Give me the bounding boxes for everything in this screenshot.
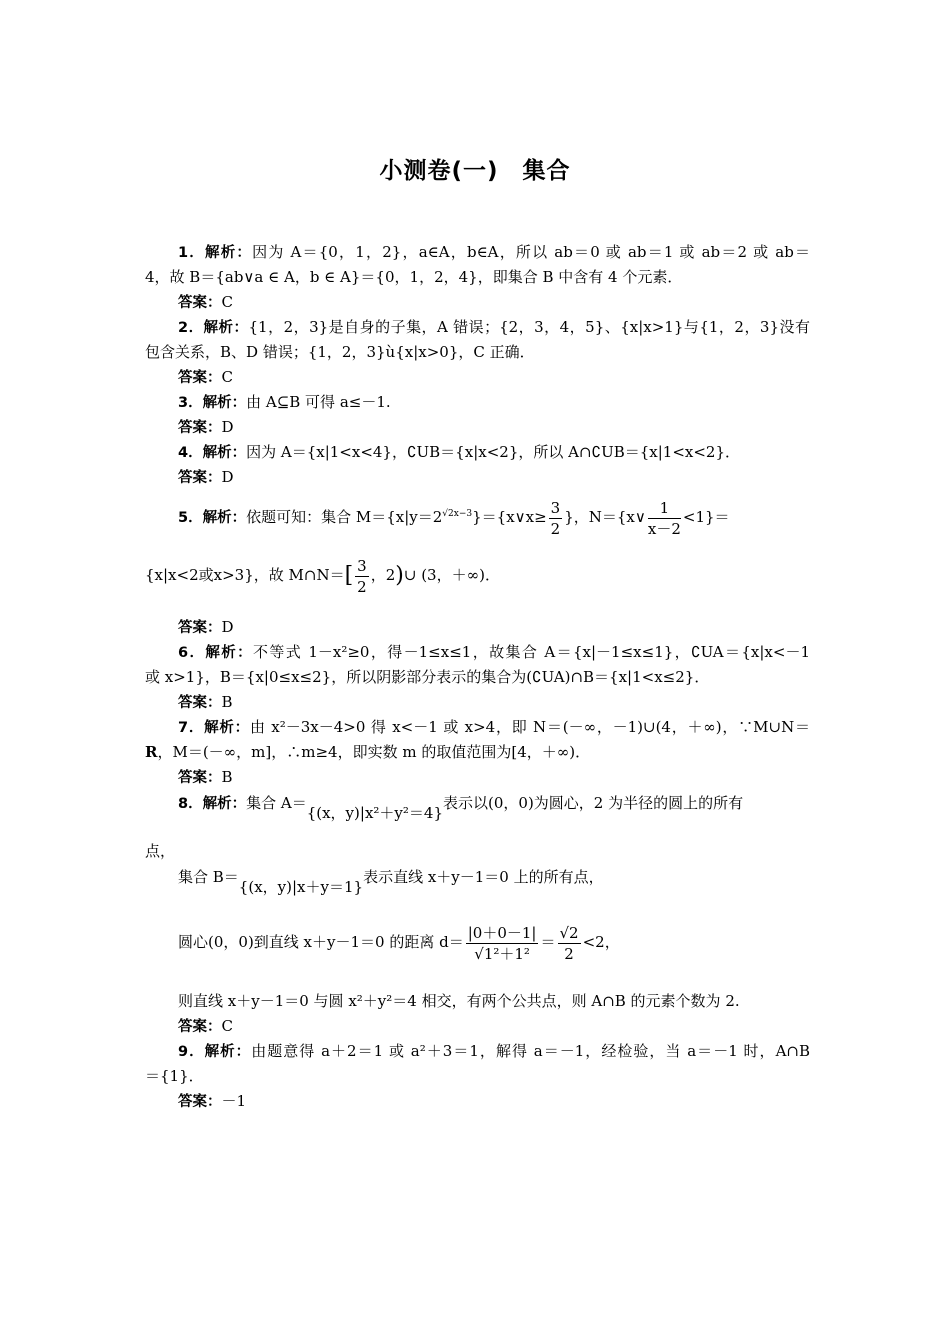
answer-label: 答案： [178, 1019, 222, 1035]
q8-text-5: 圆心(0，0)到直线 x＋y－1＝0 的距离 d＝ [178, 933, 464, 951]
q5-label: 5．解析： [178, 510, 247, 526]
q5-text-7: ∪ (3，＋∞)． [403, 566, 500, 584]
answer-value: D [221, 618, 234, 636]
q5-text-5: ，故 M∩N＝ [253, 566, 345, 584]
answer-value: B [221, 693, 233, 711]
q3-text: 由 A⊆B 可得 a≤－1. [246, 393, 391, 411]
q7-text-1: 由 x²－3x－4>0 得 x<－1 或 x>4，即 N＝(－∞，－1)∪(4，＋∞)，∵M∪N＝ [249, 718, 810, 736]
q9-label: 9．解析： [178, 1044, 252, 1060]
q8-answer [178, 1016, 843, 1037]
q4-answer [178, 467, 843, 488]
q8-line4: 圆心(0，0)到直线 x＋y－1＝0 的距离 d＝ $\frac{|0+0-1|}{\text{√1²＋1²}}$ ＝ $\frac{√2}{2}$ <2， [178, 923, 620, 963]
q1-line2: 4，故 B＝{ab∨a ∈ A，b ∈ A}＝{0，1，2，4}，即集合 B 中含有 4 个元素． [145, 268, 683, 286]
q3-line [178, 392, 843, 413]
q4-text: 因为 A＝{x|1<x<4}，∁UB＝{x|x<2}，所以 A∩∁UB＝{x|1<x<2}． [246, 443, 741, 461]
q1-text-1: 因为 A＝{0，1，2}，a∈A，b∈A，所以 ab＝0 或 ab＝1 或 ab＝2 或 ab＝ [252, 243, 810, 261]
fraction-denominator: 2 [564, 944, 574, 963]
q8-line2: 点， [145, 842, 176, 860]
fraction-numerator: 1 [648, 498, 681, 519]
q8-text-6: <2， [582, 933, 620, 951]
q9-text-1: 由题意得 a＋2＝1 或 a²＋3＝1，解得 a＝－1，经检验，当 a＝－1 时，A∩B [251, 1042, 810, 1060]
q2-answer [178, 367, 843, 388]
fraction-numerator: |0＋0－1| [467, 923, 537, 942]
q5-text-1: 依题可知：集合 M＝{x|y＝2 [246, 508, 443, 526]
q8-label: 8．解析： [178, 796, 247, 812]
q8-text-4: 表示直线 x＋y－1＝0 上的所有点， [363, 868, 604, 886]
q4-line [178, 442, 843, 463]
answer-label: 答案： [178, 470, 222, 486]
q9-line1 [178, 1041, 810, 1062]
q6-label: 6．解析： [178, 645, 254, 661]
fraction-denominator: 2 [550, 519, 561, 538]
q4-label: 4．解析： [178, 445, 247, 461]
answer-value: －1 [221, 1092, 247, 1110]
answer-value: D [221, 468, 234, 486]
answer-label: 答案： [178, 370, 222, 386]
fraction-denominator: √1²＋1² [474, 944, 530, 963]
q7-line1 [178, 717, 810, 738]
q7-label: 7．解析： [178, 720, 250, 736]
answer-value: D [221, 418, 234, 436]
answer-value: B [221, 768, 233, 786]
right-paren: ) [395, 563, 404, 588]
answer-label: 答案： [178, 1094, 222, 1110]
fraction-numerator: 3 [357, 556, 367, 575]
answer-value: C [221, 293, 233, 311]
q8-text-3: 集合 B＝ [178, 868, 239, 886]
q8-fraction-1 [466, 923, 539, 964]
q6-line1 [178, 642, 810, 663]
q1-answer [178, 292, 843, 313]
q5-text-3: }，N＝{x∨ [564, 508, 646, 526]
q5-text-6: ，2 [370, 566, 396, 584]
q7-line2 [145, 742, 810, 762]
q5-set-n: {x|x<2或x>3} [145, 566, 254, 584]
page-title: 小测卷(一) 集合 [379, 158, 571, 184]
fraction-denominator: 2 [357, 577, 367, 596]
answer-label: 答案： [178, 695, 222, 711]
answer-label: 答案： [178, 770, 222, 786]
q5-line2 [145, 552, 810, 598]
left-bracket: [ [344, 563, 354, 588]
q5-answer [178, 617, 843, 638]
q6-answer [178, 692, 843, 713]
q2-line2: 包含关系，B、D 错误；{1，2，3}ù{x|x>0}，C 正确． [145, 343, 535, 361]
q5-text-2: }＝{x∨x≥ [472, 508, 547, 526]
q5-fraction-2 [648, 498, 681, 539]
q8-line5: 则直线 x＋y－1＝0 与圆 x²＋y²＝4 相交，有两个公共点，则 A∩B 的元素个数为 2. [178, 992, 740, 1010]
q8-text-1: 集合 A＝ [246, 794, 307, 812]
answer-value: C [221, 368, 233, 386]
q2-line1 [178, 317, 810, 338]
q5-text-4: <1}＝ [682, 508, 730, 526]
q6-text-1: 不等式 1－x²≥0，得－1≤x≤1，故集合 A＝{x|－1≤x≤1}，∁UA＝{x|x<－1 [253, 643, 811, 661]
answer-label: 答案： [178, 620, 222, 636]
q5-line1 [178, 492, 843, 536]
real-numbers-symbol: R [145, 743, 158, 761]
q8-set-b: {(x，y)|x＋y＝1} [238, 878, 364, 896]
q8-text-2: 表示以(0，0)为圆心，2 为半径的圆上的所有 [443, 794, 744, 812]
q7-answer [178, 767, 843, 788]
q5-fraction-1 [549, 498, 563, 539]
fraction-numerator: 3 [550, 498, 561, 517]
answer-label: 答案： [178, 295, 222, 311]
q5-root-exponent: √2x−3 [442, 509, 473, 519]
answer-label: 答案： [178, 420, 222, 436]
q5-fraction-3 [355, 556, 369, 597]
answer-value: C [221, 1017, 233, 1035]
q3-answer [178, 417, 843, 438]
q8-line3 [178, 866, 843, 896]
fraction-numerator: √2 [559, 923, 579, 942]
q3-label: 3．解析： [178, 395, 247, 411]
q8-fraction-2 [558, 923, 581, 964]
q1-line1 [178, 242, 810, 263]
q8-set-a: {(x，y)|x²＋y²＝4} [306, 804, 443, 822]
q6-line2: 或 x>1}，B＝{x|0≤x≤2}，所以阴影部分表示的集合为(∁UA)∩B＝{x|1<x≤2}． [145, 668, 710, 686]
q7-text-2: ，M＝(－∞，m]，∴m≥4，即实数 m 的取值范围为[4，＋∞)． [157, 743, 591, 761]
q2-text-1: {1，2，3}是自身的子集，A 错误；{2，3，4，5}、{x|x>1}与{1，2，3}没有 [248, 318, 810, 336]
q1-label: 1．解析： [178, 245, 253, 261]
q2-label: 2．解析： [178, 320, 249, 336]
fraction-denominator: x－2 [647, 519, 681, 538]
q9-answer [178, 1091, 843, 1112]
q9-line2: ＝{1}． [145, 1067, 204, 1085]
q8-line1 [178, 792, 843, 822]
